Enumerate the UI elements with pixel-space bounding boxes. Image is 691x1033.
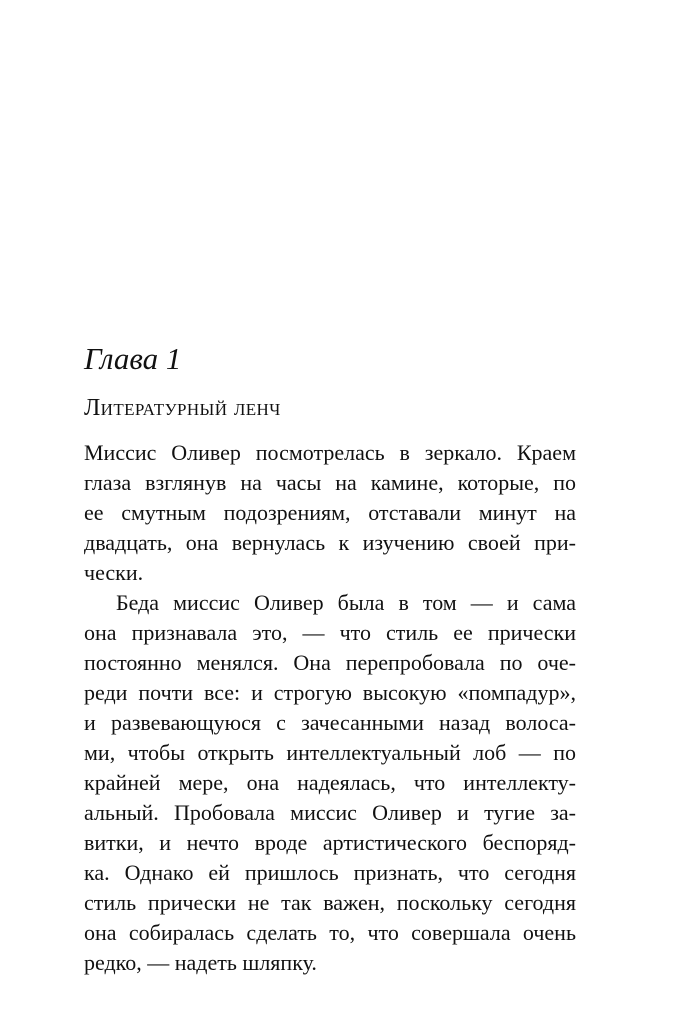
text-line: Беда миссис Оливер была в том — и сама <box>116 590 576 615</box>
text-line: чески. <box>84 560 144 585</box>
text-line: Миссис Оливер посмотрелась в зеркало. Краем <box>84 440 576 465</box>
text-line: крайней мере, она надеялась, что интеллекту- <box>84 770 576 795</box>
text-line: двадцать, она вернулась к изучению своей при- <box>84 530 576 555</box>
text-line: глаза взглянув на часы на камине, которые, по <box>84 470 576 495</box>
text-line: альный. Пробовала миссис Оливер и тугие за- <box>84 800 576 825</box>
text-line: ми, чтобы открыть интеллектуальный лоб — по <box>84 740 576 765</box>
chapter-title: Литературный ленч <box>84 395 281 421</box>
text-line: она признавала это, — что стиль ее прически <box>84 620 576 645</box>
text-line: ка. Однако ей пришлось признать, что сегодня <box>84 860 576 885</box>
text-line: постоянно менялся. Она перепробовала по оче- <box>84 650 576 675</box>
text-line: стиль прически не так важен, поскольку сегодня <box>84 890 576 915</box>
chapter-body <box>84 438 576 978</box>
text-line: ее смутным подозрениям, отставали минут на <box>84 500 576 525</box>
text-line: редко, — надеть шляпку. <box>84 950 317 975</box>
text-line: и развевающуюся с зачесанными назад волоса- <box>84 710 576 735</box>
chapter-number: Глава 1 <box>84 341 182 376</box>
text-line: она собиралась сделать то, что совершала очень <box>84 920 576 945</box>
text-line: витки, и нечто вроде артистического беспоряд- <box>84 830 576 855</box>
text-line: реди почти все: и строгую высокую «помпадур», <box>84 680 576 705</box>
